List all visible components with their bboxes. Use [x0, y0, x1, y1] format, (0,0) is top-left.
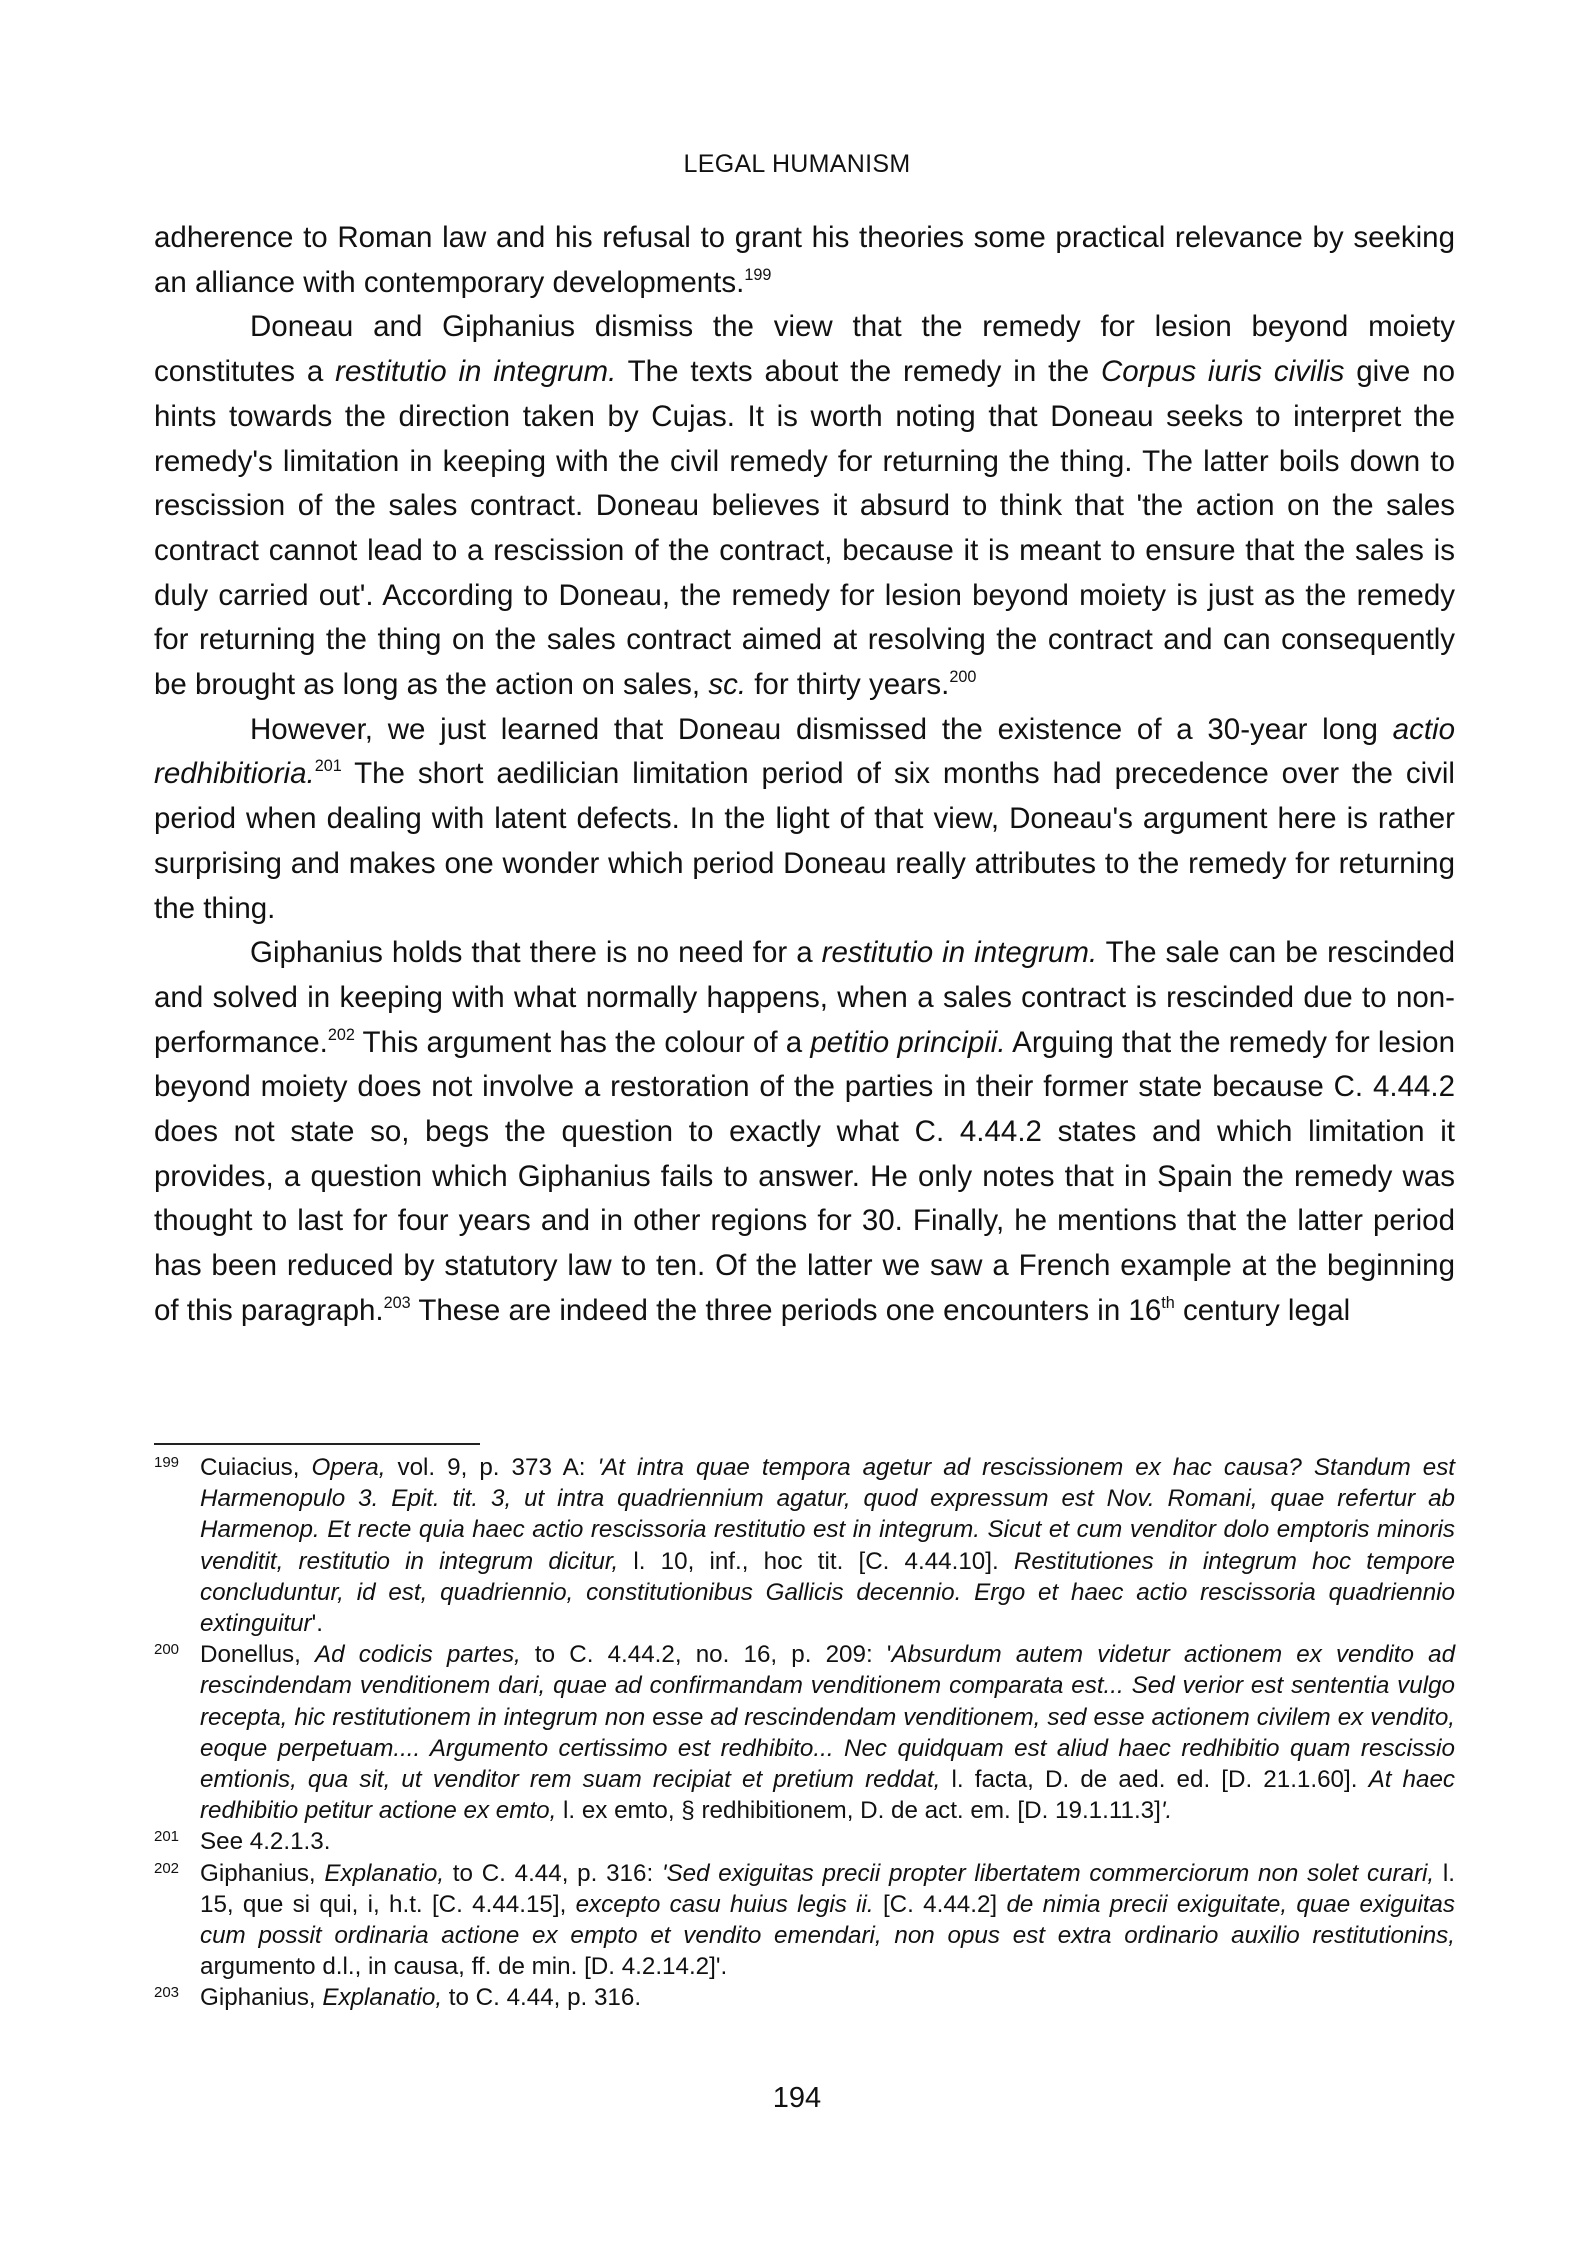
italic-text: Absurdum autem videtur actionem ex vendito ad rescindendam venditionem dari, quae ad confirmandam venditionem comparata est... Sed verior est sententia vulgo recepta, hic restitutionem in integrum non esse ad rescindendam venditionem, sed esse actionem civilem ex vendito, eoque perpetuam.... Argumento certissimo est redhibito... Nec quidquam est aliud haec redhibitio quam rescissio emtionis, qua sit, ut venditor rem suam recipiat et pretium reddat,	[200, 1641, 1456, 1794]
italic-text: At haec redhibitio petitur actione ex emto,	[200, 1766, 1456, 1825]
footnote	[154, 1982, 1455, 2013]
paragraph	[154, 216, 1455, 305]
text-run: Donellus,	[200, 1641, 315, 1669]
italic-text: 'Sed exiguitas precii propter libertatem commerciorum non solet curari,	[661, 1859, 1435, 1887]
text-run: Giphanius holds that there is no need for a	[250, 936, 822, 970]
text-run: to C. 4.44, p. 316:	[444, 1859, 662, 1887]
text-run: l. ex emto, § redhibitionem, D. de act. em. [D. 19.1.11.3]	[556, 1797, 1161, 1825]
footnote-number: 201	[154, 1828, 180, 1846]
footnote-ref: 200	[949, 667, 977, 686]
italic-text: Explanatio,	[324, 1859, 445, 1887]
page-number: 194	[772, 2082, 822, 2114]
running-head: LEGAL HUMANISM	[683, 150, 911, 178]
italic-text: Ad codicis partes,	[315, 1641, 521, 1669]
text-run: The sale can be rescinded and solved in keeping with what normally happens, when a sales contract is rescinded due to non-performance.	[154, 936, 1455, 1059]
text-run: century legal	[1174, 1293, 1351, 1327]
text-run: to C. 4.44.2, no. 16, p. 209: '	[520, 1641, 892, 1669]
paragraph	[154, 305, 1455, 707]
italic-text: petitio principii.	[810, 1025, 1006, 1059]
body-text	[154, 216, 1455, 1334]
footnote-ref: th	[1161, 1293, 1175, 1312]
footnote-ref: 202	[327, 1025, 355, 1044]
text-run: Giphanius,	[200, 1984, 323, 2012]
text-run: l. 15, que si qui, i, h.t. [C. 4.44.15],	[200, 1859, 1455, 1918]
footnote	[154, 1452, 1455, 1639]
footnote-number: 202	[154, 1859, 180, 1877]
paragraph	[154, 708, 1455, 932]
text-run: However, we just learned that Doneau dismissed the existence of a 30-year long	[250, 712, 1393, 746]
text-run: l. facta, D. de aed. ed. [D. 21.1.60].	[940, 1766, 1369, 1794]
text-run: l. 10, inf., hoc tit. [C. 4.44.10].	[618, 1547, 1014, 1575]
italic-text: actio redhibitioria.	[154, 712, 1455, 791]
text-run: See 4.2.1.3.	[200, 1828, 331, 1856]
text-run: adherence to Roman law and his refusal to grant his theories some practical relevance by seeking an alliance with contemporary developments.	[154, 221, 1455, 299]
text-run: [C. 4.44.2]	[873, 1890, 1007, 1918]
italic-text: de nimia precii exiguitate, quae exiguitas cum possit ordinaria actione ex empto et vendito emendari, non opus est extra ordinario auxilio restitutionins,	[200, 1890, 1455, 1950]
text-run: '.	[311, 1610, 323, 1638]
footnotes	[154, 1452, 1455, 2014]
footnote-ref: 203	[383, 1293, 411, 1312]
footnote-number: 199	[154, 1454, 180, 1471]
footnote	[154, 1826, 1455, 1857]
text-run: give no hints towards the direction taken by Cujas. It is worth noting that Doneau seeks to interpret the remedy's limitation in keeping with the civil remedy for returning the thing. The latter boils down to rescission of the sales contract. Doneau believes it absurd to think that 'the action on the sales contract cannot lead to a rescission of the contract, because it is meant to ensure that the sales is duly carried out'. According to Doneau, the remedy for lesion beyond moiety is just as the remedy for returning the thing on the sales contract aimed at resolving the contract and can consequently be brought as long as the action on sales,	[154, 355, 1455, 702]
footnote-number: 200	[154, 1641, 180, 1659]
italic-text: restitutio in integrum.	[335, 355, 617, 389]
text-run: vol. 9, p. 373 A:	[385, 1454, 598, 1481]
italic-text: Restitutiones in integrum hoc tempore concluduntur, id est, quadriennio, constitutionibus Gallicis decennio. Ergo et haec actio rescissoria quadriennio extinguitur	[200, 1547, 1455, 1638]
text-run: argumento d.l., in causa, ff. de min. [D. 4.2.14.2]'.	[200, 1953, 728, 1981]
text-run: The texts about the remedy in the	[616, 355, 1101, 389]
footnote-separator	[154, 1443, 480, 1445]
text-run: This argument has the colour of a	[354, 1025, 811, 1059]
text-run: Cuiacius,	[200, 1454, 312, 1481]
footnote-number: 203	[154, 1984, 180, 2002]
footnote	[154, 1639, 1455, 1826]
italic-text: Explanatio,	[322, 1984, 443, 2012]
text-run: The short aedilician limitation period of six months had precedence over the civil period when dealing with latent defects. In the light of that view, Doneau's argument here is rather surprising and makes one wonder which period Doneau really attributes to the remedy for returning the thing.	[154, 757, 1455, 925]
italic-text: '.	[1160, 1797, 1173, 1825]
text-run: Giphanius,	[200, 1859, 325, 1887]
italic-text: excepto casu huius legis ii.	[575, 1890, 874, 1918]
italic-text: restitutio in integrum.	[821, 936, 1098, 970]
text-run: Arguing that the remedy for lesion beyond moiety does not involve a restoration of the parties in their former state because C. 4.44.2 does not state so, begs the question to exactly what C. 4.44.2 states and which limitation it provides, a question which Giphanius fails to answer. He only notes that in Spain the remedy was thought to last for four years and in other regions for 30. Finally, he mentions that the latter period has been reduced by statutory law to ten. Of the latter we saw a French example at the beginning of this paragraph.	[154, 1025, 1455, 1327]
text-run: for thirty years.	[746, 668, 950, 702]
italic-text: sc.	[708, 668, 747, 702]
footnote-ref: 199	[744, 265, 772, 284]
text-run: Doneau and Giphanius dismiss the view that the remedy for lesion beyond moiety constitutes a	[154, 310, 1455, 389]
italic-text: 'At intra quae tempora agetur ad rescissionem ex hac causa? Standum est Harmenopulo 3. Epit. tit. 3, ut intra quadriennium agatur, quod expressum est Nov. Romani, quae refertur ab Harmenop. Et recte quia haec actio rescissoria restitutio est in integrum. Sicut et cum venditor dolo emptoris minoris venditit, restitutio in integrum dicitur,	[200, 1454, 1456, 1575]
footnote-ref: 201	[314, 757, 342, 776]
italic-text: Opera,	[311, 1454, 386, 1481]
footnote	[154, 1858, 1455, 1983]
italic-text: Corpus iuris civilis	[1100, 355, 1345, 389]
paragraph	[154, 931, 1455, 1333]
text-run: These are indeed the three periods one encounters in 16	[410, 1293, 1162, 1327]
text-run: to C. 4.44, p. 316.	[442, 1984, 642, 2012]
